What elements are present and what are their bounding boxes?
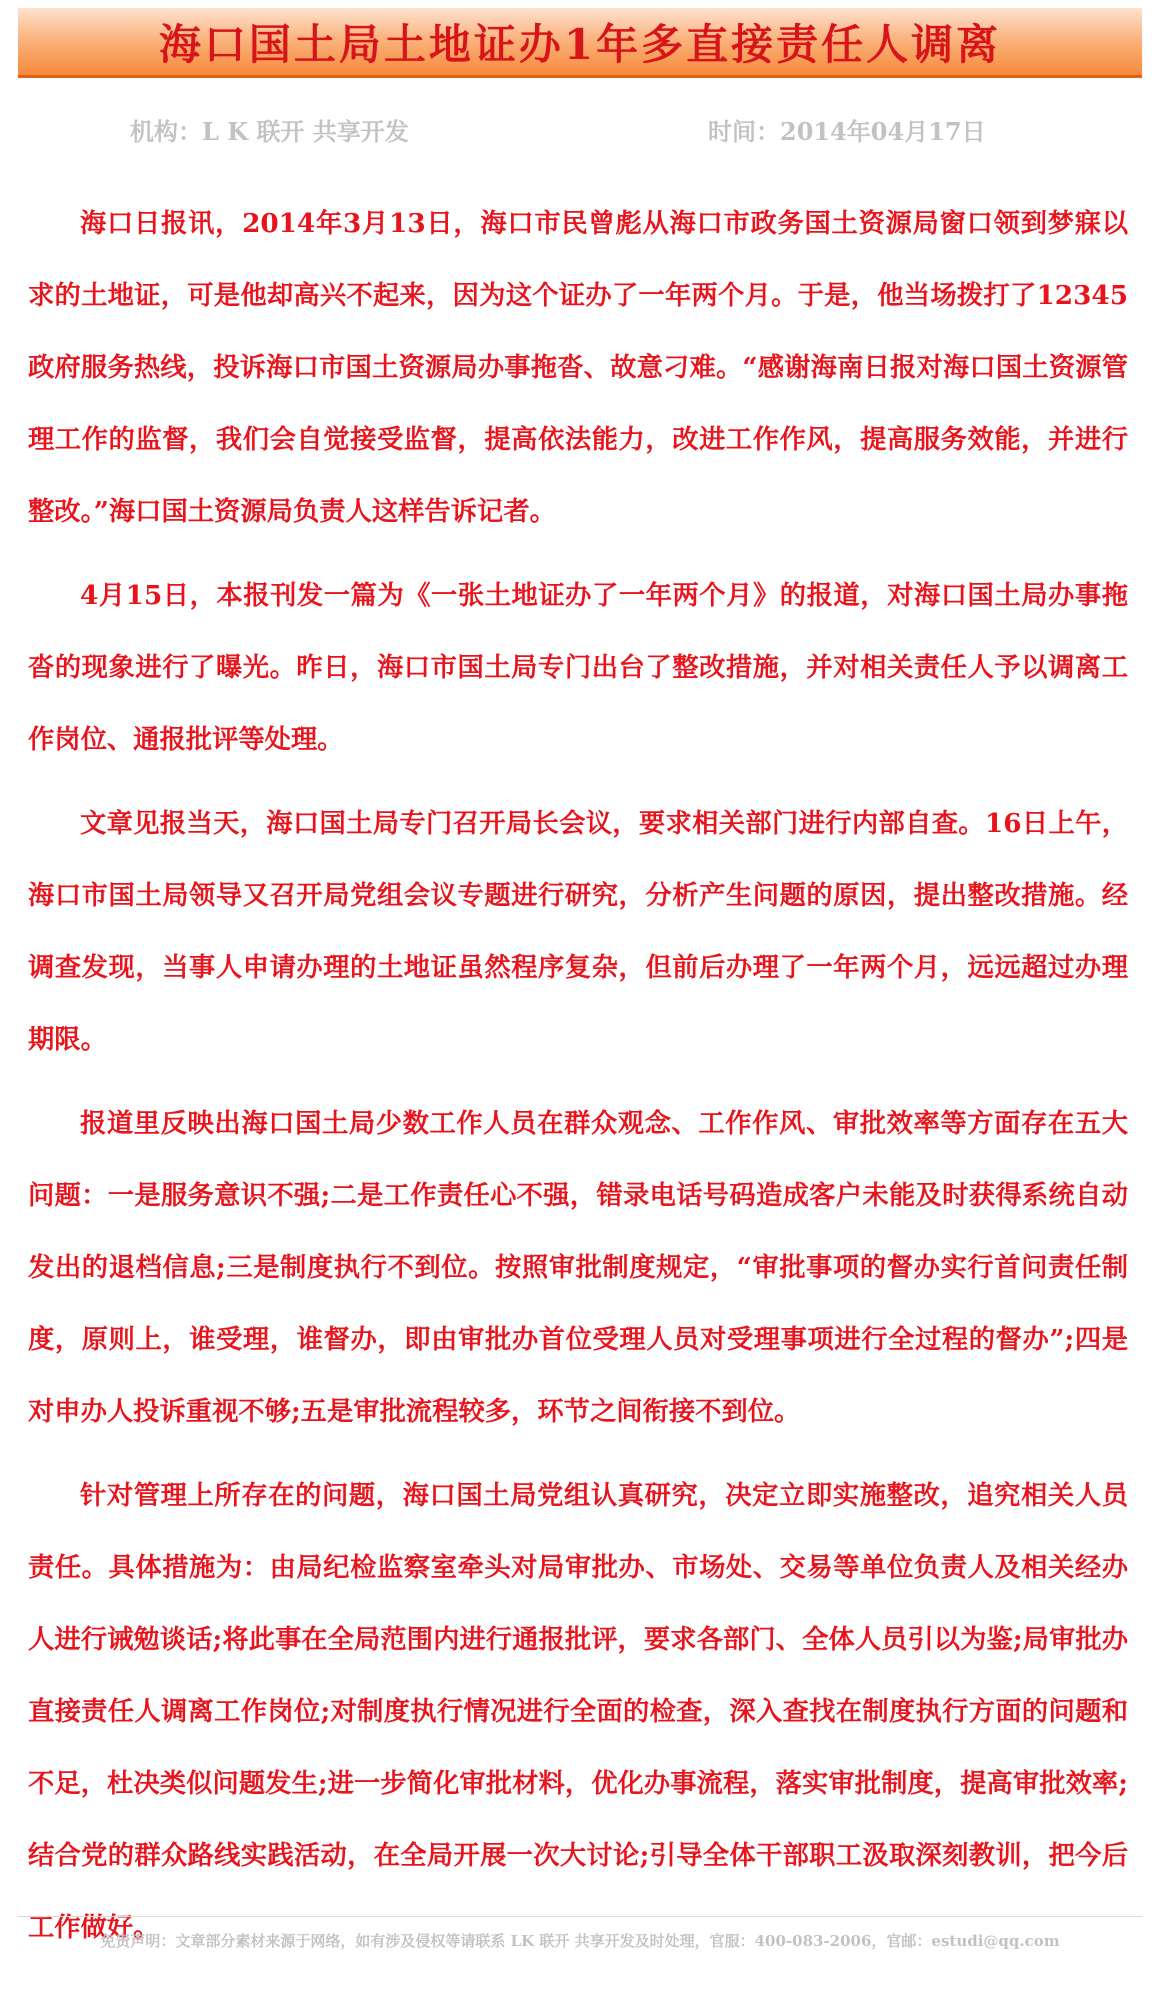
disclaimer-text: 免责声明：文章部分素材来源于网络，如有涉及侵权等请联系 LK 联开 共享开发及时处理，官服：400-083-2006，官邮：estudi@qq.com <box>100 1932 1060 1950</box>
org-label: 机构：L K 联开 共享开发 <box>130 117 409 146</box>
article-paragraph: 针对管理上所存在的问题，海口国土局党组认真研究，决定立即实施整改，追究相关人员责任。具体措施为：由局纪检监察室牵头对局审批办、市场处、交易等单位负责人及相关经办人进行诫勉谈话;将此事在全局范围内进行通报批评，要求各部门、全体人员引以为鉴;局审批办直接责任人调离工作岗位;对制度执行情况进行全面的检查，深入查找在制度执行方面的问题和不足，杜决类似问题发生;进一步简化审批材料，优化办事流程，落实审批制度，提高审批效率;结合党的群众路线实践活动，在全局开展一次大讨论;引导全体干部职工汲取深刻教训，把今后工作做好。 <box>28 1480 1128 1943</box>
article-meta <box>0 112 1160 152</box>
article-body <box>28 188 1128 1976</box>
article-paragraph: 报道里反映出海口国土局少数工作人员在群众观念、工作作风、审批效率等方面存在五大问题：一是服务意识不强;二是工作责任心不强，错录电话号码造成客户未能及时获得系统自动发出的退档信息;三是制度执行不到位。按照审批制度规定，“审批事项的督办实行首问责任制度，原则上，谁受理，谁督办，即由审批办首位受理人员对受理事项进行全过程的督办”;四是对申办人投诉重视不够;五是审批流程较多，环节之间衔接不到位。 <box>28 1108 1128 1427</box>
article-paragraph: 海口日报讯，2014年3月13日，海口市民曾彪从海口市政务国土资源局窗口领到梦寐以求的土地证，可是他却高兴不起来，因为这个证办了一年两个月。于是，他当场拨打了12345政府服务热线，投诉海口市国土资源局办事拖沓、故意刁难。“感谢海南日报对海口国土资源管理工作的监督，我们会自觉接受监督，提高依法能力，改进工作作风，提高服务效能，并进行整改。”海口国土资源局负责人这样告诉记者。 <box>28 208 1128 527</box>
article-paragraph: 文章见报当天，海口国土局专门召开局长会议，要求相关部门进行内部自查。16日上午，海口市国土局领导又召开局党组会议专题进行研究，分析产生问题的原因，提出整改措施。经调查发现，当事人申请办理的土地证虽然程序复杂，但前后办理了一年两个月，远远超过办理期限。 <box>28 808 1128 1055</box>
date-label: 时间：2014年04月17日 <box>708 117 986 146</box>
title-banner <box>18 8 1142 78</box>
footer-divider <box>18 1916 1142 1917</box>
page-title: 海口国土局土地证办1年多直接责任人调离 <box>158 19 1002 69</box>
article-paragraph: 4月15日，本报刊发一篇为《一张土地证办了一年两个月》的报道，对海口国土局办事拖沓的现象进行了曝光。昨日，海口市国土局专门出台了整改措施，并对相关责任人予以调离工作岗位、通报批评等处理。 <box>28 580 1128 755</box>
